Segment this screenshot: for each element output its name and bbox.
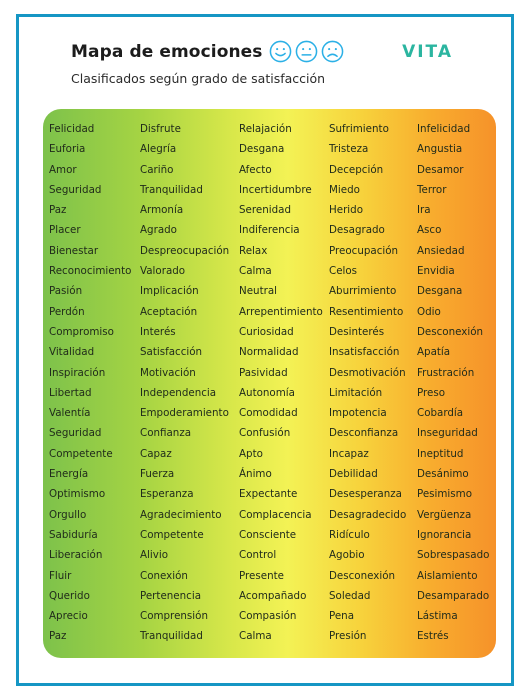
emotion-cell: Inspiración <box>49 366 106 379</box>
emotion-cell: Fluir <box>49 569 72 582</box>
emotion-cell: Desgana <box>239 143 285 156</box>
sad-face-icon <box>321 40 344 63</box>
emotion-cell: Desagradecido <box>329 508 407 521</box>
emotion-cell: Desamor <box>417 163 464 176</box>
emotion-cell: Relajación <box>239 123 292 135</box>
page-frame <box>16 14 514 686</box>
emotion-cell: Preso <box>417 386 446 399</box>
emotion-cell: Alivio <box>140 549 169 562</box>
emotion-cell: Aislamiento <box>417 569 478 582</box>
emotion-cell: Ánimo <box>239 468 272 481</box>
emotion-cell: Compasión <box>239 610 297 623</box>
emotion-cell: Ineptitud <box>417 447 464 460</box>
emotion-cell: Comodidad <box>239 407 298 420</box>
emotion-cell: Seguridad <box>49 183 102 196</box>
emotion-cell: Paz <box>49 630 67 643</box>
emotion-cell: Desconexión <box>417 325 484 338</box>
vita-logo: VITA <box>402 42 453 62</box>
emotion-cell: Inseguridad <box>417 427 478 440</box>
emotion-cell: Aburrimiento <box>329 285 397 298</box>
emotion-cell: Despreocupación <box>140 244 230 257</box>
emotion-cell: Desagrado <box>329 224 385 237</box>
emotion-cell: Incertidumbre <box>239 183 312 196</box>
emotion-cell: Sufrimiento <box>329 123 389 135</box>
emotion-cell: Capaz <box>140 447 172 460</box>
page-subtitle: Clasificados según grado de satisfacción <box>71 71 326 86</box>
emotion-cell: Celos <box>329 265 358 278</box>
emotion-cell: Odio <box>417 305 441 318</box>
emotion-cell: Presión <box>329 630 367 643</box>
emotion-cell: Decepción <box>329 163 384 176</box>
emotion-cell: Energía <box>49 468 89 481</box>
emotion-cell: Agradecimiento <box>140 508 222 521</box>
emotion-cell: Ridículo <box>329 528 370 541</box>
emotion-cell: Acompañado <box>239 589 307 602</box>
emotion-cell: Ansiedad <box>417 244 465 257</box>
emotion-cell: Motivación <box>140 366 196 379</box>
emotion-cell: Vitalidad <box>49 346 95 359</box>
emotion-cell: Vergüenza <box>417 508 472 521</box>
emotion-cell: Esperanza <box>140 488 194 501</box>
emotion-cell: Valorado <box>140 265 186 278</box>
emotion-cell: Desconexión <box>329 569 396 582</box>
emotion-cell: Curiosidad <box>239 325 294 338</box>
emotion-cell: Pena <box>329 610 355 623</box>
emotion-cell: Afecto <box>239 163 272 176</box>
emotion-cell: Competente <box>49 447 113 460</box>
emotion-cell: Cobardía <box>417 407 464 420</box>
emotion-cell: Soledad <box>329 589 371 602</box>
emotion-cell: Desesperanza <box>329 488 402 501</box>
emotion-cell: Normalidad <box>239 346 299 359</box>
emotion-cell: Envidia <box>417 265 455 278</box>
emotion-cell: Fuerza <box>140 468 175 481</box>
emotion-cell: Compromiso <box>49 325 114 338</box>
emotion-cell: Pertenencia <box>140 589 202 602</box>
emotion-cell: Libertad <box>49 386 92 399</box>
emotion-cell: Comprensión <box>140 610 208 623</box>
emotion-cell: Interés <box>140 325 176 338</box>
emotion-cell: Amor <box>49 163 77 176</box>
emotion-cell: Incapaz <box>329 447 369 460</box>
emotion-cell: Alegría <box>140 143 177 156</box>
emotion-cell: Pesimismo <box>417 488 472 501</box>
emotion-cell: Autonomía <box>239 386 295 399</box>
emotion-cell: Perdón <box>49 305 85 318</box>
emotion-cell: Miedo <box>329 183 360 196</box>
emotion-cell: Disfrute <box>140 123 181 135</box>
emotion-cell: Preocupación <box>329 244 399 257</box>
emotion-cell: Desánimo <box>417 468 469 481</box>
emotion-cell: Paz <box>49 204 67 217</box>
emotion-cell: Apatía <box>417 346 451 359</box>
emotion-cell: Placer <box>49 224 81 237</box>
emotion-cell: Serenidad <box>239 204 291 217</box>
emotion-cell: Agrado <box>140 224 177 237</box>
emotion-cell: Ira <box>417 204 431 217</box>
emotion-cell: Terror <box>417 183 447 196</box>
emotion-cell: Querido <box>49 589 90 602</box>
emotion-cell: Liberación <box>49 549 103 562</box>
emotion-cell: Herido <box>329 204 364 217</box>
emotion-cell: Resentimiento <box>329 305 404 318</box>
emotion-cell: Apto <box>239 447 263 460</box>
emotion-cell: Confusión <box>239 427 291 440</box>
emotion-cell: Control <box>239 549 277 562</box>
emotion-cell: Estrés <box>417 630 449 643</box>
emotion-cell: Aceptación <box>140 305 198 318</box>
emotion-cell: Ignorancia <box>417 528 472 541</box>
page-title: Mapa de emociones <box>71 41 263 62</box>
emotion-cell: Frustración <box>417 366 475 379</box>
emotion-cell: Armonía <box>140 204 184 217</box>
emotion-cell: Asco <box>417 224 442 237</box>
emotion-cell: Sabiduría <box>49 528 98 541</box>
emotion-cell: Pasión <box>49 285 83 298</box>
emotion-map-panel <box>43 109 496 658</box>
emotion-cell: Felicidad <box>49 123 95 135</box>
emotion-cell: Relax <box>239 244 268 257</box>
emotion-cell: Desinterés <box>329 325 385 338</box>
happy-face-icon <box>269 40 292 63</box>
emotion-cell: Infelicidad <box>417 123 471 135</box>
emotion-cell: Tristeza <box>329 143 369 156</box>
emotion-cell: Cariño <box>140 163 174 176</box>
header <box>71 40 461 102</box>
emotion-cell: Impotencia <box>329 407 387 420</box>
emotion-cell: Desconfianza <box>329 427 399 440</box>
column-dissatisfied <box>329 119 406 647</box>
emotion-cell: Desmotivación <box>329 366 406 379</box>
emotion-cell: Reconocimiento <box>49 265 132 278</box>
emotion-cell: Arrepentimiento <box>239 305 323 318</box>
emotion-cell: Optimismo <box>49 488 106 501</box>
column-very-dissatisfied <box>417 119 489 647</box>
emotion-cell: Debilidad <box>329 468 378 481</box>
emotion-cell: Insatisfacción <box>329 346 400 359</box>
emotion-cell: Desamparado <box>417 589 490 602</box>
emotion-cell: Consciente <box>239 528 297 541</box>
emotion-cell: Confianza <box>140 427 192 440</box>
emotion-cell: Angustia <box>417 143 463 156</box>
column-very-satisfied <box>49 119 131 647</box>
neutral-face-icon <box>295 40 318 63</box>
face-icons <box>269 40 344 63</box>
emotion-cell: Seguridad <box>49 427 102 440</box>
emotion-cell: Lástima <box>417 610 458 623</box>
emotion-cell: Limitación <box>329 386 383 399</box>
emotion-cell: Empoderamiento <box>140 407 229 420</box>
emotion-cell: Bienestar <box>49 244 99 257</box>
emotion-cell: Tranquilidad <box>140 183 203 196</box>
emotion-cell: Aprecio <box>49 610 88 623</box>
emotion-cell: Tranquilidad <box>140 630 203 643</box>
emotion-cell: Desgana <box>417 285 463 298</box>
emotion-cell: Neutral <box>239 285 278 298</box>
emotion-cell: Pasividad <box>239 366 288 379</box>
emotion-cell: Calma <box>239 630 272 643</box>
emotion-cell: Valentía <box>49 407 91 420</box>
emotion-cell: Euforia <box>49 143 86 156</box>
emotion-cell: Competente <box>140 528 204 541</box>
emotion-cell: Satisfacción <box>140 346 203 359</box>
emotion-cell: Calma <box>239 265 272 278</box>
emotion-cell: Independencia <box>140 386 217 399</box>
emotion-cell: Orgullo <box>49 508 87 521</box>
column-neutral <box>239 119 323 647</box>
emotion-cell: Indiferencia <box>239 224 300 237</box>
emotion-cell: Conexión <box>140 569 188 582</box>
column-satisfied <box>140 119 229 647</box>
emotion-cell: Expectante <box>239 488 298 501</box>
emotion-cell: Complacencia <box>239 508 312 521</box>
emotion-cell: Agobio <box>329 549 365 562</box>
emotion-cell: Implicación <box>140 285 199 298</box>
emotion-cell: Presente <box>239 569 284 582</box>
emotion-cell: Sobrespasado <box>417 549 490 562</box>
